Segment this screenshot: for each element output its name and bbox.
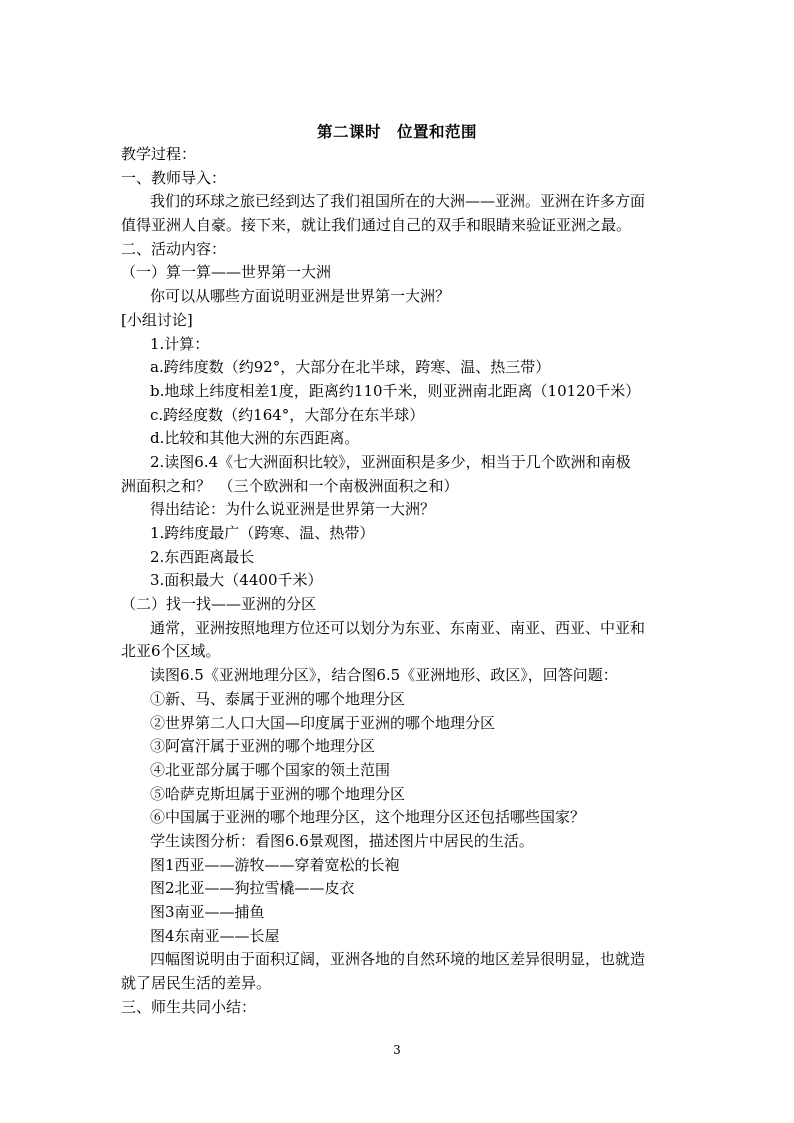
section-heading-activities: 二、活动内容：	[121, 239, 227, 258]
subsection-heading-regions: （二）找一找——亚洲的分区	[121, 595, 317, 614]
student-analysis-instruction: 学生读图分析：看图6.6景观图，描述图片中居民的生活。	[150, 831, 534, 850]
calculation-heading: 1.计算：	[150, 334, 210, 353]
region-question-1: ①新、马、泰属于亚洲的哪个地理分区	[150, 689, 406, 708]
section-heading-summary: 三、师生共同小结：	[121, 997, 257, 1016]
region-question-6: ⑥中国属于亚洲的哪个地理分区，这个地理分区还包括哪些国家？	[150, 808, 586, 827]
conclusion-item-1: 1.跨纬度最广（跨寒、温、热带）	[150, 524, 375, 542]
calculation-item-d: d.比较和其他大洲的东西距离。	[150, 429, 360, 448]
regions-paragraph-line-1: 通常，亚洲按照地理方位还可以划分为东亚、东南亚、南亚、西亚、中亚和	[150, 618, 646, 637]
region-question-2: ②世界第二人口大国—印度属于亚洲的哪个地理分区	[150, 713, 496, 732]
region-question-3: ③阿富汗属于亚洲的哪个地理分区	[150, 737, 376, 756]
figure-2-caption: 图2北亚——狗拉雪橇——皮衣	[150, 879, 355, 898]
figures-summary-line-2: 就了居民生活的差异。	[121, 974, 272, 993]
section-heading-process: 教学过程：	[121, 145, 197, 163]
area-question-line-2: 洲面积之和？ （三个欧洲和一个南极洲面积之和）	[121, 476, 459, 495]
area-question-line-1: 2.读图6.4《七大洲面积比较》，亚洲面积是多少，相当于几个欧洲和南极	[150, 452, 631, 471]
conclusion-question: 得出结论：为什么说亚洲是世界第一大洲？	[150, 500, 436, 519]
calculation-item-a: a.跨纬度数（约92°，大部分在北半球，跨寒、温、热三带）	[150, 358, 551, 377]
section-heading-intro: 一、教师导入：	[121, 168, 227, 187]
calculation-item-c: c.跨经度数（约164°，大部分在东半球）	[150, 405, 425, 424]
lesson-body	[121, 143, 681, 1019]
figure-1-caption: 图1西亚——游牧——穿着宽松的长袍	[150, 855, 400, 874]
figures-summary-line-1: 四幅图说明由于面积辽阔，亚洲各地的自然环境的地区差异很明显，也就造	[150, 950, 646, 969]
map-reading-instruction: 读图6.5《亚洲地理分区》，结合图6.5《亚洲地形、政区》，回答问题：	[150, 666, 618, 685]
intro-paragraph-line-1: 我们的环球之旅已经到达了我们祖国所在的大洲——亚洲。亚洲在许多方面	[150, 192, 646, 211]
figure-4-caption: 图4东南亚——长屋	[150, 926, 280, 945]
regions-paragraph-line-2: 北亚6个区域。	[121, 642, 221, 661]
conclusion-item-2: 2.东西距离最长	[150, 547, 255, 566]
conclusion-item-3: 3.面积最大（4400千米）	[150, 571, 323, 590]
question-largest-continent: 你可以从哪些方面说明亚洲是世界第一大洲？	[150, 287, 451, 306]
lesson-title: 第二课时 位置和范围	[316, 122, 477, 141]
group-discussion-label: [小组讨论]	[121, 310, 193, 329]
subsection-heading-largest-continent: （一）算一算——世界第一大洲	[121, 263, 332, 282]
intro-paragraph-line-2: 值得亚洲人自豪。接下来，就让我们通过自己的双手和眼睛来验证亚洲之最。	[121, 216, 632, 235]
calculation-item-b: b.地球上纬度相差1度，距离约110千米，则亚洲南北距离（10120千米）	[150, 381, 641, 400]
region-question-5: ⑤哈萨克斯坦属于亚洲的哪个地理分区	[150, 784, 406, 803]
page-number: 3	[393, 1043, 401, 1057]
figure-3-caption: 图3南亚——捕鱼	[150, 903, 265, 921]
region-question-4: ④北亚部分属于哪个国家的领土范围	[150, 760, 391, 779]
